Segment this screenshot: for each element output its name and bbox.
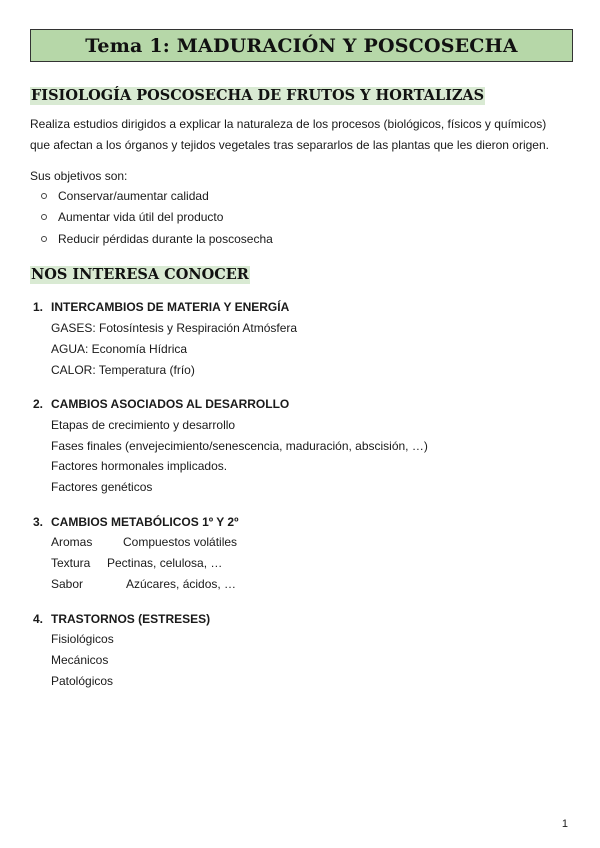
item-title: CAMBIOS ASOCIADOS AL DESARROLLO [51,397,290,411]
item-number: 1. [33,300,44,314]
row-value: Pectinas, celulosa, … [107,556,223,570]
item-line: Mecánicos [51,653,109,667]
item-number: 4. [33,612,44,626]
objective-item: Reducir pérdidas durante la poscosecha [58,232,273,246]
bullet-icon [41,193,47,199]
objective-item: Aumentar vida útil del producto [58,210,224,224]
row-label: Textura [51,556,91,570]
bullet-icon [41,236,47,242]
section-heading-fisiologia: FISIOLOGÍA POSCOSECHA DE FRUTOS Y HORTALIZAS [31,87,485,104]
item-line: AGUA: Economía Hídrica [51,342,188,356]
paragraph-line-1: Realiza estudios dirigidos a explicar la naturaleza de los procesos (biológicos, físicos y químicos) [30,117,547,131]
item-line: Factores hormonales implicados. [51,459,228,473]
page-number: 1 [561,818,568,830]
item-number: 3. [33,515,44,529]
row-label: Sabor [51,577,84,591]
objective-item: Conservar/aumentar calidad [58,189,209,203]
item-title: CAMBIOS METABÓLICOS 1º Y 2º [51,515,239,529]
row-value: Compuestos volátiles [123,535,238,549]
item-line: GASES: Fotosíntesis y Respiración Atmósfera [51,321,298,335]
paragraph-line-2: que afectan a los órganos y tejidos vegetales tras separarlos de las plantas que les dieron origen. [30,138,549,152]
row-label: Aromas [51,535,93,549]
item-title: INTERCAMBIOS DE MATERIA Y ENERGÍA [51,300,290,314]
item-line: CALOR: Temperatura (frío) [51,363,195,377]
item-line: Factores genéticos [51,480,153,494]
objectives-intro: Sus objetivos son: [30,169,128,183]
page-title-box [30,29,573,62]
section-heading-nos-interesa: NOS INTERESA CONOCER [31,266,249,283]
bullet-icon [41,214,47,220]
item-line: Etapas de crecimiento y desarrollo [51,418,236,432]
item-line: Patológicos [51,674,114,688]
item-line: Fases finales (envejecimiento/senescencia, maduración, abscisión, …) [51,439,428,453]
item-title: TRASTORNOS (ESTRESES) [51,612,211,626]
page-title: Tema 1: MADURACIÓN Y POSCOSECHA [85,34,518,57]
row-value: Azúcares, ácidos, … [126,577,237,591]
item-number: 2. [33,397,44,411]
item-line: Fisiológicos [51,632,114,646]
